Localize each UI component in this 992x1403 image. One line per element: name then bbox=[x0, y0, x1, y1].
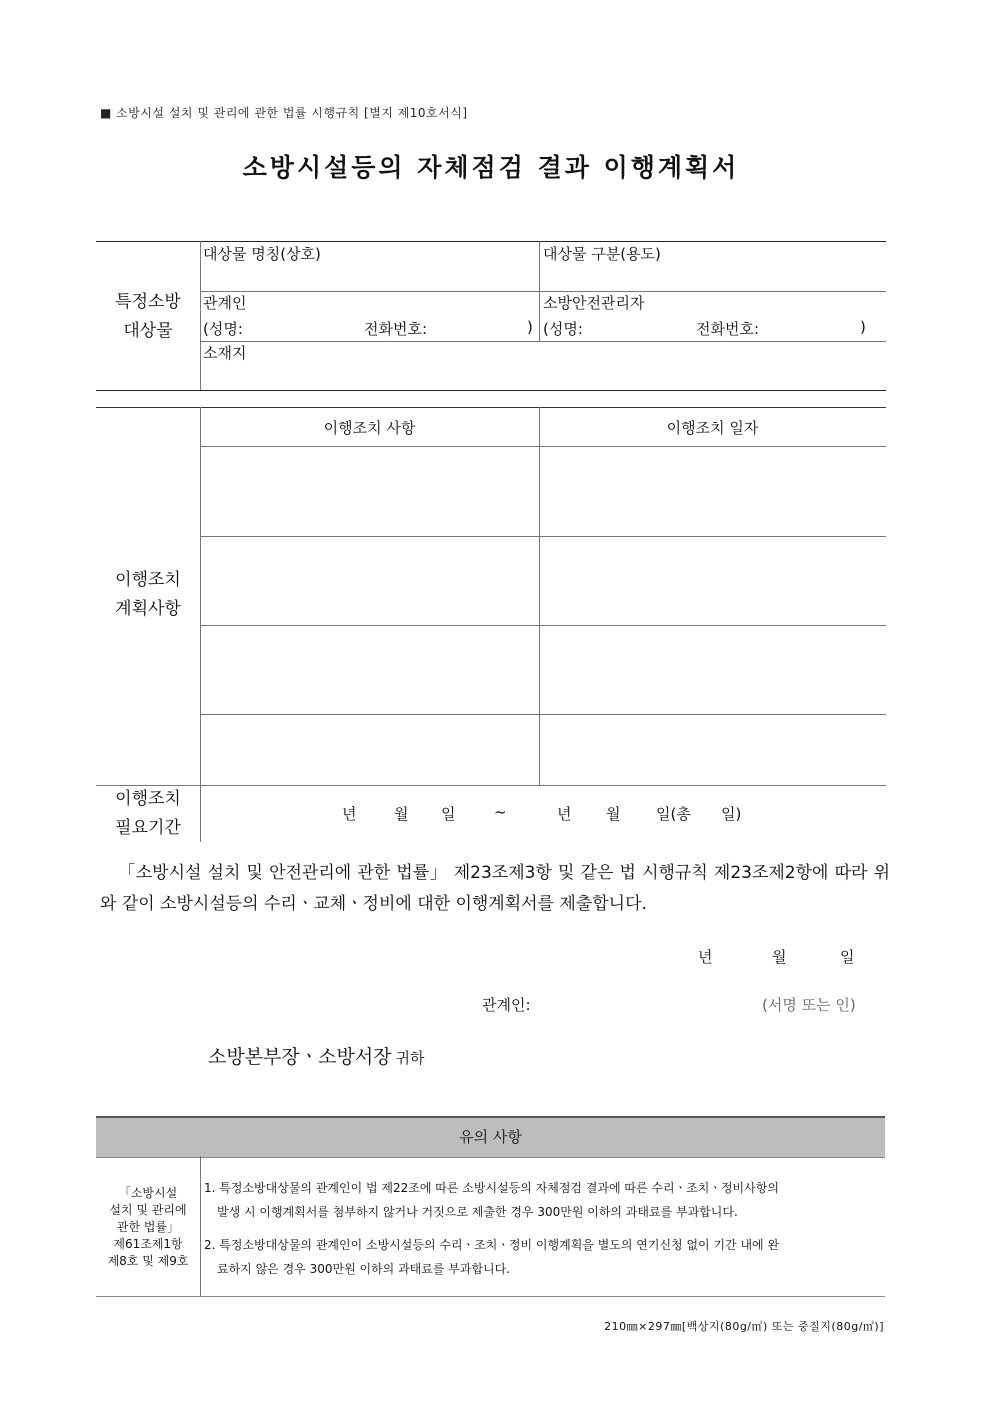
divider bbox=[200, 241, 201, 391]
signature-hint: (서명 또는 인) bbox=[762, 996, 856, 1014]
column-header-date: 이행조치 일자 bbox=[666, 419, 759, 437]
table-border bbox=[96, 390, 886, 391]
notes-heading: 유의 사항 bbox=[96, 1116, 885, 1158]
divider bbox=[200, 1156, 201, 1296]
owner-name-field[interactable]: (성명: bbox=[203, 320, 243, 338]
target-name-field[interactable]: 대상물 명칭(상호) bbox=[203, 245, 321, 263]
signature-label: 관계인: bbox=[482, 996, 531, 1014]
form-reference-note: ■ 소방시설 설치 및 관리에 관한 법률 시행규칙 [별지 제10호서식] bbox=[100, 106, 468, 120]
owner-label: 관계인 bbox=[203, 294, 247, 312]
period-end-year: 년 bbox=[557, 805, 572, 823]
note-item-1: 1. 특정소방대상물의 관계인이 법 제22조에 따른 소방시설등의 자체점검 결과에 따른 수리ㆍ조치ㆍ정비사항의 발생 시 이행계획서를 첨부하지 않거나 거짓으로 제출한 경우 300만원 이하의 과태료를 부과합니다. bbox=[204, 1181, 779, 1219]
law-reference: 「소방시설 설치 및 관리에 관한 법률」 제61조제1항 제8호 및 제9호 bbox=[107, 1186, 189, 1268]
recipient bbox=[208, 1042, 425, 1069]
notes-bottom-border bbox=[96, 1296, 885, 1297]
table-top-border bbox=[96, 241, 886, 242]
fire-manager-phone-field[interactable]: 전화번호: bbox=[696, 320, 760, 338]
fire-manager-label: 소방안전관리자 bbox=[543, 294, 645, 312]
action-input-row-2[interactable] bbox=[201, 537, 538, 624]
column-header-action: 이행조치 사항 bbox=[323, 419, 416, 437]
date-month: 월 bbox=[772, 948, 787, 966]
table-top-border bbox=[96, 407, 886, 408]
action-input-row-3[interactable] bbox=[201, 626, 538, 713]
submission-statement: 「소방시설 설치 및 안전관리에 관한 법률」 제23조제3항 및 같은 법 시행규칙 제23조제2항에 따라 위와 같이 소방시설등의 수리ㆍ교체ㆍ정비에 대한 이행계획서를 제출합니다. bbox=[100, 863, 890, 914]
period-start-day: 일 bbox=[441, 805, 456, 823]
divider bbox=[96, 785, 886, 786]
target-section-label: 특정소방 대상물 bbox=[115, 292, 181, 341]
date-input-row-4[interactable] bbox=[540, 715, 885, 784]
period-tilde: ~ bbox=[494, 803, 507, 821]
period-total: 일(총 bbox=[656, 805, 691, 823]
date-input-row-3[interactable] bbox=[540, 626, 885, 713]
divider bbox=[200, 341, 886, 342]
fire-manager-name-field[interactable]: (성명: bbox=[543, 320, 583, 338]
date-input-row-1[interactable] bbox=[540, 447, 885, 535]
period-start-year: 년 bbox=[342, 805, 357, 823]
plan-section-label: 이행조치 계획사항 bbox=[115, 570, 181, 619]
date-input-row-2[interactable] bbox=[540, 537, 885, 624]
owner-phone-field[interactable]: 전화번호: bbox=[364, 320, 428, 338]
date-year: 년 bbox=[698, 948, 713, 966]
action-input-row-1[interactable] bbox=[201, 447, 538, 535]
action-input-row-4[interactable] bbox=[201, 715, 538, 784]
paper-spec-note: 210㎜×297㎜[백상지(80g/㎡) 또는 중질지(80g/㎡)] bbox=[604, 1320, 884, 1333]
address-field[interactable]: 소재지 bbox=[203, 344, 247, 362]
date-day: 일 bbox=[840, 948, 855, 966]
target-category-field[interactable]: 대상물 구분(용도) bbox=[543, 245, 661, 263]
period-total-day: 일) bbox=[721, 805, 742, 823]
owner-close-paren: ) bbox=[527, 318, 533, 336]
page-title: 소방시설등의 자체점검 결과 이행계획서 bbox=[242, 153, 740, 182]
recipient-name: 소방본부장ㆍ소방서장 bbox=[208, 1046, 392, 1068]
fire-manager-close-paren: ) bbox=[860, 318, 866, 336]
note-item-2: 2. 특정소방대상물의 관계인이 소방시설등의 수리ㆍ조치ㆍ정비 이행계획을 별도의 연기신청 없이 기간 내에 완 료하지 않은 경우 300만원 이하의 과태료를 부과합니다. bbox=[204, 1238, 780, 1276]
period-label: 이행조치 필요기간 bbox=[115, 789, 181, 838]
recipient-suffix: 귀하 bbox=[395, 1049, 425, 1067]
period-start-month: 월 bbox=[394, 805, 409, 823]
period-end-month: 월 bbox=[606, 805, 621, 823]
